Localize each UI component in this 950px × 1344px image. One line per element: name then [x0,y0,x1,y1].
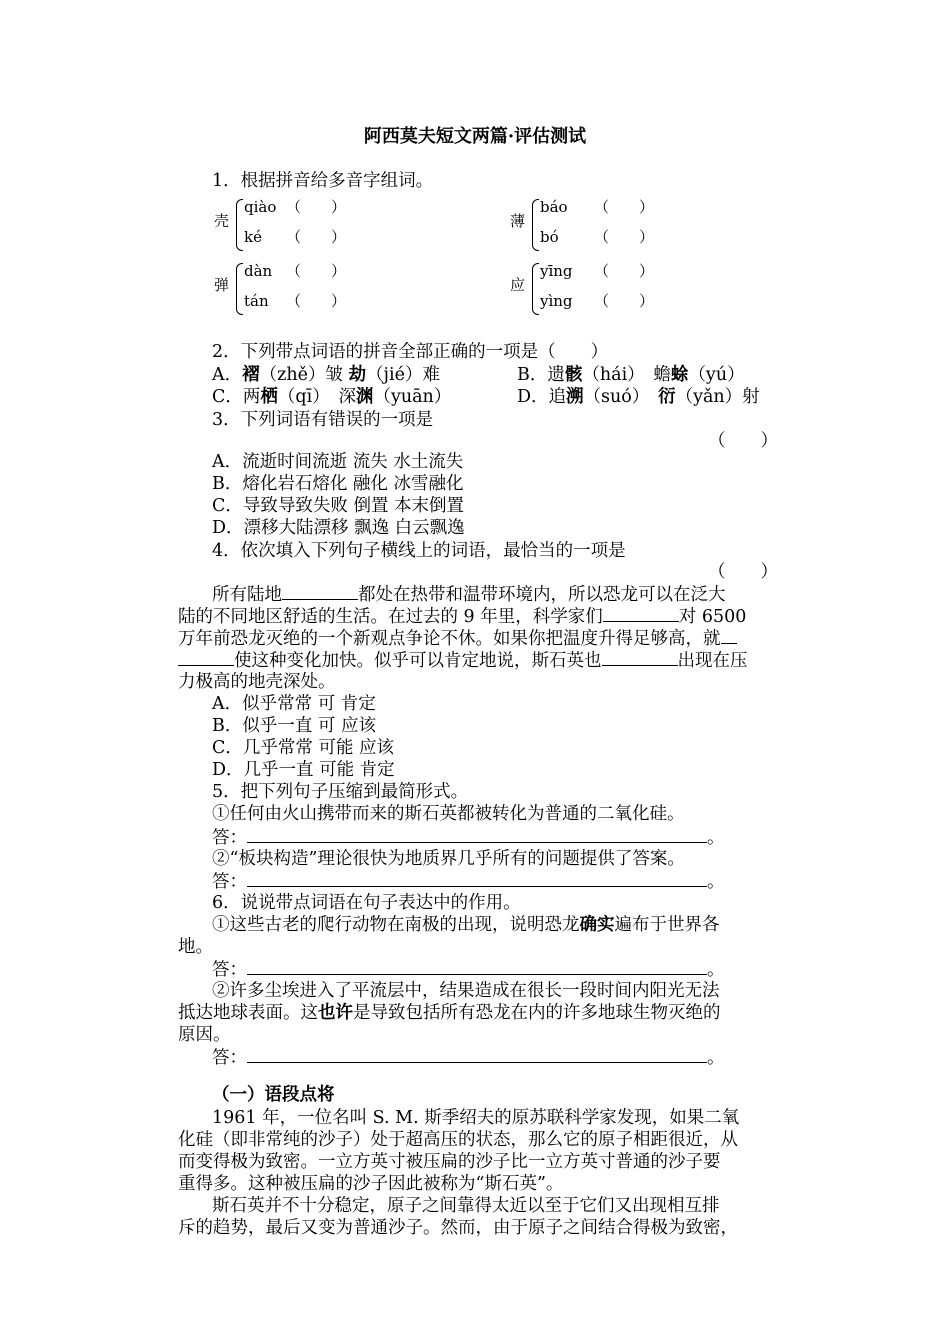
answer-line[interactable] [247,826,707,843]
brace-mark [236,263,243,315]
q1-reading: qiào [244,198,277,216]
q6-sentence-1-cont: 地。 [178,937,213,957]
paragraph-line: 1961 年，一位名叫 S. M. 斯季绍夫的原苏联科学家发现，如果二氧 [212,1108,740,1128]
q1-char: 薄 [510,212,526,230]
answer-line[interactable] [247,958,707,975]
q6-sentence-1: ①这些古老的爬行动物在南极的出现，说明恐龙确实遍布于世界各 [212,915,720,935]
q5-sentence-1: ①任何由火山携带而来的斯石英都被转化为普通的二氧化硅。 [212,804,685,824]
q1-blank[interactable]: （ ） [286,228,347,246]
q3-option-a[interactable]: A．流逝时间流逝 流失 水土流失 [212,452,464,472]
q1-reading: ké [244,228,262,246]
q5-answer-2[interactable]: 答： 。 [212,872,725,892]
q1-blank[interactable]: （ ） [286,198,347,216]
q1-blank[interactable]: （ ） [286,262,347,280]
q3-option-d[interactable]: D．漂移大陆漂移 飘逸 白云飘逸 [212,518,465,538]
q5-sentence-2: ②“板块构造”理论很快为地质界几乎所有的问题提供了答案。 [212,849,685,869]
q1-reading: tán [244,292,269,310]
q4-passage-line: 万年前恐龙灭绝的一个新观点争论不休。如果你把温度升得足够高，就 [178,627,737,650]
page-title: 阿西莫夫短文两篇·评估测试 [363,126,587,147]
answer-line[interactable] [247,870,707,887]
q1-char: 壳 [214,212,230,230]
q4-passage-line: 所有陆地 都处在热带和温带环境内，所以恐龙可以在泛大 [212,585,726,605]
q1-char: 应 [510,276,526,294]
paragraph-line: 重得多。这种被压扁的沙子因此被称为“斯石英”。 [178,1174,564,1194]
q4-option-d[interactable]: D．几乎一直 可能 肯定 [212,760,395,780]
paragraph-line: 而变得极为致密。一立方英寸被压扁的沙子比一立方英寸普通的沙子要 [178,1152,721,1172]
q6-sentence-2-end: 原因。 [178,1025,231,1045]
q1-reading: yìng [540,292,573,310]
paragraph-line: 化硅（即非常纯的沙子）处于超高压的状态，那么它的原子相距很近，从 [178,1130,738,1150]
q3-option-c[interactable]: C．导致导致失败 倒置 本末倒置 [212,496,465,516]
q4-passage-line: 陆的不同地区舒适的生活。在过去的 9 年里，科学家们 对 6500 [178,607,747,627]
q4-passage-line: 力极高的地壳深处。 [178,672,336,692]
q6-sentence-2: ②许多尘埃进入了平流层中，结果造成在很长一段时间内阳光无法 [212,981,720,1001]
q1-char: 弹 [214,276,230,294]
q6-stem: 6．说说带点词语在句子表达中的作用。 [212,893,521,913]
answer-line[interactable] [247,1046,707,1063]
q3-answer-paren[interactable]: （ ） [708,431,778,451]
q6-answer-1[interactable]: 答： 。 [212,960,725,980]
q2-stem: 2．下列带点词语的拼音全部正确的一项是（ ） [212,342,609,362]
q1-blank[interactable]: （ ） [286,292,347,310]
q5-answer-1[interactable]: 答： 。 [212,828,725,848]
brace-mark [236,199,243,251]
fill-blank[interactable] [178,649,234,666]
q4-option-b[interactable]: B．似乎一直 可 应该 [212,716,376,736]
brace-mark [532,263,539,315]
brace-mark [532,199,539,251]
fill-blank[interactable] [282,583,358,600]
q2-option-a[interactable]: A．褶（zhě）皱 劫（jié）难 [212,365,440,385]
q1-reading: yīng [540,262,573,280]
q6-answer-2[interactable]: 答： 。 [212,1048,725,1068]
q2-option-d[interactable]: D．追溯（suó） 衍（yǎn）射 [517,387,760,407]
q4-passage-line: 使这种变化加快。似乎可以肯定地说，斯石英也 出现在压 [178,649,748,672]
q1-blank[interactable]: （ ） [594,228,655,246]
q2-option-c[interactable]: C．两栖（qī） 深渊（yuān） [212,387,452,407]
q3-stem: 3．下列词语有错误的一项是 [212,410,434,430]
fill-blank[interactable] [602,649,678,666]
section-heading: （一）语段点将 [212,1085,335,1105]
q4-option-a[interactable]: A．似乎常常 可 肯定 [212,694,376,714]
q1-reading: bó [540,228,559,246]
q1-blank[interactable]: （ ） [594,198,655,216]
fill-blank[interactable] [721,627,737,644]
fill-blank[interactable] [603,605,679,622]
q3-option-b[interactable]: B．熔化岩石熔化 融化 冰雪融化 [212,474,464,494]
q2-option-b[interactable]: B．遗骸（hái） 蟾蜍（yú） [517,365,745,385]
q1-blank[interactable]: （ ） [594,292,655,310]
q5-stem: 5．把下列句子压缩到最简形式。 [212,782,469,802]
paragraph-line: 斥的趋势，最后又变为普通沙子。然而，由于原子之间结合得极为致密， [178,1218,738,1238]
q4-answer-paren[interactable]: （ ） [708,562,778,582]
q6-sentence-2-cont: 抵达地球表面。这也许是导致包括所有恐龙在内的许多地球生物灭绝的 [178,1003,721,1023]
q1-reading: báo [540,198,568,216]
q4-stem: 4．依次填入下列句子横线上的词语，最恰当的一项是 [212,541,626,561]
q1-stem: 1．根据拼音给多音字组词。 [212,171,434,191]
paragraph-line: 斯石英并不十分稳定，原子之间靠得太近以至于它们又出现相互排 [212,1196,720,1216]
q1-reading: dàn [244,262,273,280]
q1-blank[interactable]: （ ） [594,262,655,280]
q4-option-c[interactable]: C．几乎常常 可能 应该 [212,738,395,758]
